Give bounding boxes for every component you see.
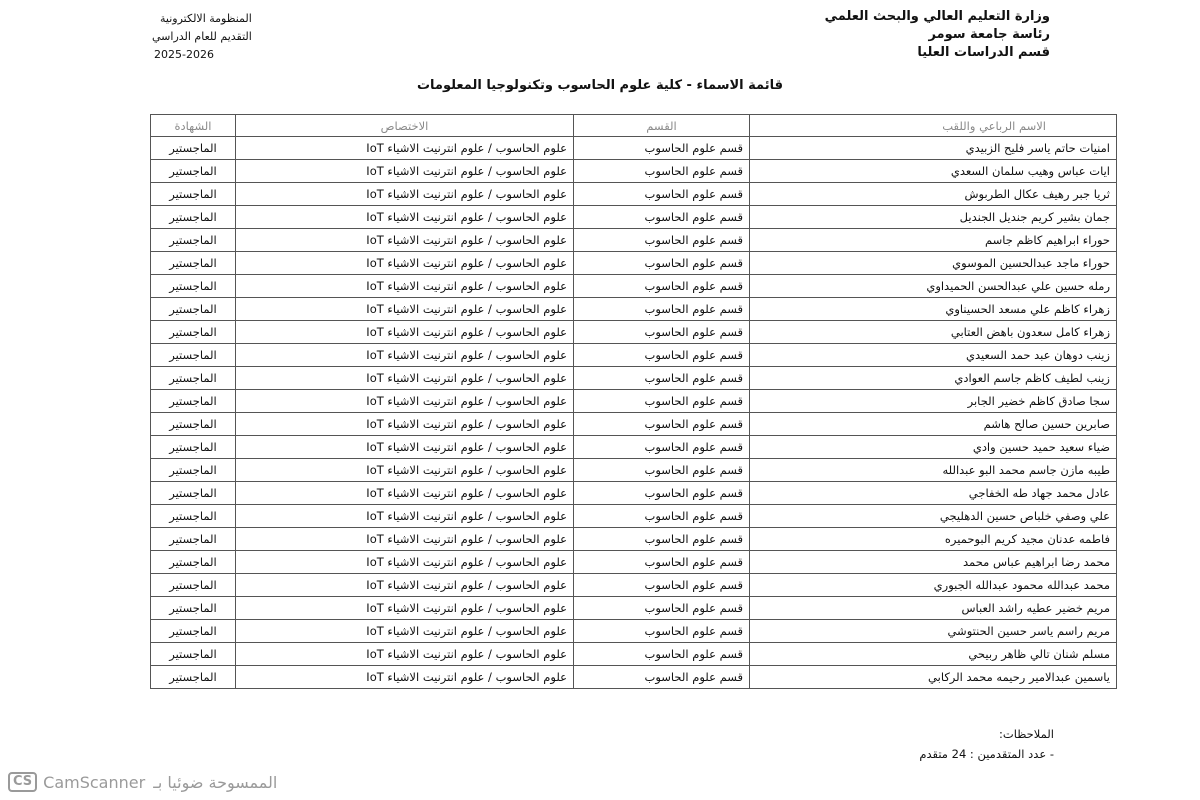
- cell-certificate: الماجستير: [151, 298, 236, 321]
- cell-department: قسم علوم الحاسوب: [574, 160, 750, 183]
- cell-specialization: علوم الحاسوب / علوم انترنيت الاشياء IoT: [236, 229, 574, 252]
- cell-specialization: علوم الحاسوب / علوم انترنيت الاشياء IoT: [236, 482, 574, 505]
- cell-name: رمله حسين علي عبدالحسن الحميداوي: [750, 275, 1117, 298]
- table-row: [151, 275, 1117, 298]
- list-title: قائمة الاسماء - كلية علوم الحاسوب وتكنولوجيا المعلومات: [416, 78, 784, 93]
- cell-specialization: علوم الحاسوب / علوم انترنيت الاشياء IoT: [236, 666, 574, 689]
- table-row: [151, 666, 1117, 689]
- cell-name: فاطمه عدنان مجيد كريم البوحميره: [750, 528, 1117, 551]
- header-certificate: الشهادة: [151, 115, 236, 137]
- cell-specialization: علوم الحاسوب / علوم انترنيت الاشياء IoT: [236, 505, 574, 528]
- cell-certificate: الماجستير: [151, 137, 236, 160]
- cell-department: قسم علوم الحاسوب: [574, 229, 750, 252]
- cell-name: مريم خضير عطيه راشد العباس: [750, 597, 1117, 620]
- table-row: [151, 482, 1117, 505]
- cell-specialization: علوم الحاسوب / علوم انترنيت الاشياء IoT: [236, 413, 574, 436]
- cell-department: قسم علوم الحاسوب: [574, 137, 750, 160]
- header-department: القسم: [574, 115, 750, 137]
- table-row: [151, 344, 1117, 367]
- table-row: [151, 643, 1117, 666]
- cell-department: قسم علوم الحاسوب: [574, 505, 750, 528]
- cell-department: قسم علوم الحاسوب: [574, 321, 750, 344]
- table-row: [151, 551, 1117, 574]
- table-row: [151, 413, 1117, 436]
- ministry-name: وزارة التعليم العالي والبحث العلمي: [824, 9, 1050, 24]
- cell-certificate: الماجستير: [151, 436, 236, 459]
- cell-specialization: علوم الحاسوب / علوم انترنيت الاشياء IoT: [236, 551, 574, 574]
- table-row: [151, 252, 1117, 275]
- cell-name: ياسمين عبدالامير رحيمه محمد الركابي: [750, 666, 1117, 689]
- cell-name: حوراء ابراهيم كاظم جاسم: [750, 229, 1117, 252]
- table-row: [151, 528, 1117, 551]
- cell-certificate: الماجستير: [151, 229, 236, 252]
- cell-name: زينب دوهان عبد حمد السعيدي: [750, 344, 1117, 367]
- cell-department: قسم علوم الحاسوب: [574, 344, 750, 367]
- cell-department: قسم علوم الحاسوب: [574, 482, 750, 505]
- cell-certificate: الماجستير: [151, 183, 236, 206]
- cell-certificate: الماجستير: [151, 459, 236, 482]
- notes-section: [919, 724, 1054, 764]
- table-row: [151, 229, 1117, 252]
- department-name: قسم الدراسات العليا: [917, 45, 1050, 60]
- cell-certificate: الماجستير: [151, 321, 236, 344]
- admission-label: التقديم للعام الدراسي: [152, 30, 252, 43]
- table-body: [151, 137, 1117, 689]
- cell-name: زهراء كامل سعدون باهض العتابي: [750, 321, 1117, 344]
- system-name: المنظومة الالكترونية: [160, 12, 252, 25]
- table-row: [151, 367, 1117, 390]
- cell-certificate: الماجستير: [151, 160, 236, 183]
- university-name: رئاسة جامعة سومر: [928, 27, 1050, 42]
- cell-department: قسم علوم الحاسوب: [574, 643, 750, 666]
- cell-specialization: علوم الحاسوب / علوم انترنيت الاشياء IoT: [236, 459, 574, 482]
- cell-name: مسلم شنان تالي ظاهر ربيحي: [750, 643, 1117, 666]
- cell-department: قسم علوم الحاسوب: [574, 666, 750, 689]
- table-row: [151, 597, 1117, 620]
- cell-specialization: علوم الحاسوب / علوم انترنيت الاشياء IoT: [236, 206, 574, 229]
- cell-department: قسم علوم الحاسوب: [574, 183, 750, 206]
- camscanner-watermark: [8, 772, 277, 792]
- cell-specialization: علوم الحاسوب / علوم انترنيت الاشياء IoT: [236, 620, 574, 643]
- system-header: [152, 10, 252, 64]
- table-row: [151, 436, 1117, 459]
- cell-department: قسم علوم الحاسوب: [574, 298, 750, 321]
- watermark-arabic: الممسوحة ضوئيا بـ: [153, 772, 278, 792]
- cell-certificate: الماجستير: [151, 482, 236, 505]
- cell-name: محمد عبدالله محمود عبدالله الجبوري: [750, 574, 1117, 597]
- cell-name: سجا صادق كاظم خضير الجابر: [750, 390, 1117, 413]
- cell-specialization: علوم الحاسوب / علوم انترنيت الاشياء IoT: [236, 528, 574, 551]
- cell-name: محمد رضا ابراهيم عباس محمد: [750, 551, 1117, 574]
- cell-department: قسم علوم الحاسوب: [574, 413, 750, 436]
- cell-certificate: الماجستير: [151, 643, 236, 666]
- table-row: [151, 390, 1117, 413]
- table-row: [151, 505, 1117, 528]
- table-row: [151, 137, 1117, 160]
- cell-name: جمان بشير كريم جنديل الجنديل: [750, 206, 1117, 229]
- cell-department: قسم علوم الحاسوب: [574, 206, 750, 229]
- cell-department: قسم علوم الحاسوب: [574, 436, 750, 459]
- cell-specialization: علوم الحاسوب / علوم انترنيت الاشياء IoT: [236, 367, 574, 390]
- cell-specialization: علوم الحاسوب / علوم انترنيت الاشياء IoT: [236, 390, 574, 413]
- cell-certificate: الماجستير: [151, 597, 236, 620]
- cell-certificate: الماجستير: [151, 390, 236, 413]
- cell-certificate: الماجستير: [151, 574, 236, 597]
- cell-name: ثريا جبر رهيف عكال الطربوش: [750, 183, 1117, 206]
- cell-name: حوراء ماجد عبدالحسين الموسوي: [750, 252, 1117, 275]
- cell-department: قسم علوم الحاسوب: [574, 620, 750, 643]
- applicant-count: - عدد المتقدمين : 24 متقدم: [919, 747, 1054, 761]
- cell-name: ضياء سعيد حميد حسين وادي: [750, 436, 1117, 459]
- cell-certificate: الماجستير: [151, 666, 236, 689]
- cell-specialization: علوم الحاسوب / علوم انترنيت الاشياء IoT: [236, 252, 574, 275]
- cell-specialization: علوم الحاسوب / علوم انترنيت الاشياء IoT: [236, 298, 574, 321]
- cell-specialization: علوم الحاسوب / علوم انترنيت الاشياء IoT: [236, 574, 574, 597]
- cell-specialization: علوم الحاسوب / علوم انترنيت الاشياء IoT: [236, 183, 574, 206]
- cell-specialization: علوم الحاسوب / علوم انترنيت الاشياء IoT: [236, 160, 574, 183]
- cell-name: علي وصفي خلباص حسين الدهليجي: [750, 505, 1117, 528]
- cell-certificate: الماجستير: [151, 620, 236, 643]
- cell-department: قسم علوم الحاسوب: [574, 528, 750, 551]
- cell-certificate: الماجستير: [151, 505, 236, 528]
- cell-specialization: علوم الحاسوب / علوم انترنيت الاشياء IoT: [236, 137, 574, 160]
- table-row: [151, 321, 1117, 344]
- cell-certificate: الماجستير: [151, 367, 236, 390]
- cell-name: مريم راسم ياسر حسين الحنتوشي: [750, 620, 1117, 643]
- cell-department: قسم علوم الحاسوب: [574, 367, 750, 390]
- cell-certificate: الماجستير: [151, 206, 236, 229]
- notes-heading: الملاحظات:: [999, 727, 1054, 741]
- academic-year: 2025-2026: [154, 48, 214, 61]
- table-row: [151, 459, 1117, 482]
- cell-name: زهراء كاظم علي مسعد الحسيناوي: [750, 298, 1117, 321]
- table-row: [151, 298, 1117, 321]
- cell-department: قسم علوم الحاسوب: [574, 252, 750, 275]
- table-header-row: [151, 115, 1117, 137]
- cell-department: قسم علوم الحاسوب: [574, 459, 750, 482]
- watermark-brand: CamScanner: [43, 772, 146, 792]
- cell-department: قسم علوم الحاسوب: [574, 597, 750, 620]
- table-row: [151, 206, 1117, 229]
- table-row: [151, 183, 1117, 206]
- header-specialization: الاختصاص: [236, 115, 574, 137]
- cell-name: عادل محمد جهاد طه الخفاجي: [750, 482, 1117, 505]
- cell-department: قسم علوم الحاسوب: [574, 275, 750, 298]
- cell-certificate: الماجستير: [151, 344, 236, 367]
- cell-department: قسم علوم الحاسوب: [574, 390, 750, 413]
- table-row: [151, 620, 1117, 643]
- cell-specialization: علوم الحاسوب / علوم انترنيت الاشياء IoT: [236, 344, 574, 367]
- ministry-header: [825, 8, 1050, 62]
- cell-department: قسم علوم الحاسوب: [574, 551, 750, 574]
- table-row: [151, 574, 1117, 597]
- header-name: الاسم الرباعي واللقب: [750, 115, 1117, 137]
- cell-name: امنيات حاتم ياسر فليح الزبيدي: [750, 137, 1117, 160]
- cell-name: طيبه مازن جاسم محمد البو عبدالله: [750, 459, 1117, 482]
- cell-certificate: الماجستير: [151, 252, 236, 275]
- cell-name: صابرين حسين صالح هاشم: [750, 413, 1117, 436]
- cell-specialization: علوم الحاسوب / علوم انترنيت الاشياء IoT: [236, 643, 574, 666]
- cell-certificate: الماجستير: [151, 528, 236, 551]
- cell-specialization: علوم الحاسوب / علوم انترنيت الاشياء IoT: [236, 275, 574, 298]
- cell-specialization: علوم الحاسوب / علوم انترنيت الاشياء IoT: [236, 597, 574, 620]
- cell-certificate: الماجستير: [151, 275, 236, 298]
- cell-certificate: الماجستير: [151, 413, 236, 436]
- cell-specialization: علوم الحاسوب / علوم انترنيت الاشياء IoT: [236, 321, 574, 344]
- cell-name: زينب لطيف كاظم جاسم العوادي: [750, 367, 1117, 390]
- cell-certificate: الماجستير: [151, 551, 236, 574]
- table-row: [151, 160, 1117, 183]
- camscanner-logo-icon: CS: [8, 772, 37, 792]
- applicants-table: [150, 114, 1117, 689]
- cell-department: قسم علوم الحاسوب: [574, 574, 750, 597]
- cell-name: ايات عباس وهيب سلمان السعدي: [750, 160, 1117, 183]
- cell-specialization: علوم الحاسوب / علوم انترنيت الاشياء IoT: [236, 436, 574, 459]
